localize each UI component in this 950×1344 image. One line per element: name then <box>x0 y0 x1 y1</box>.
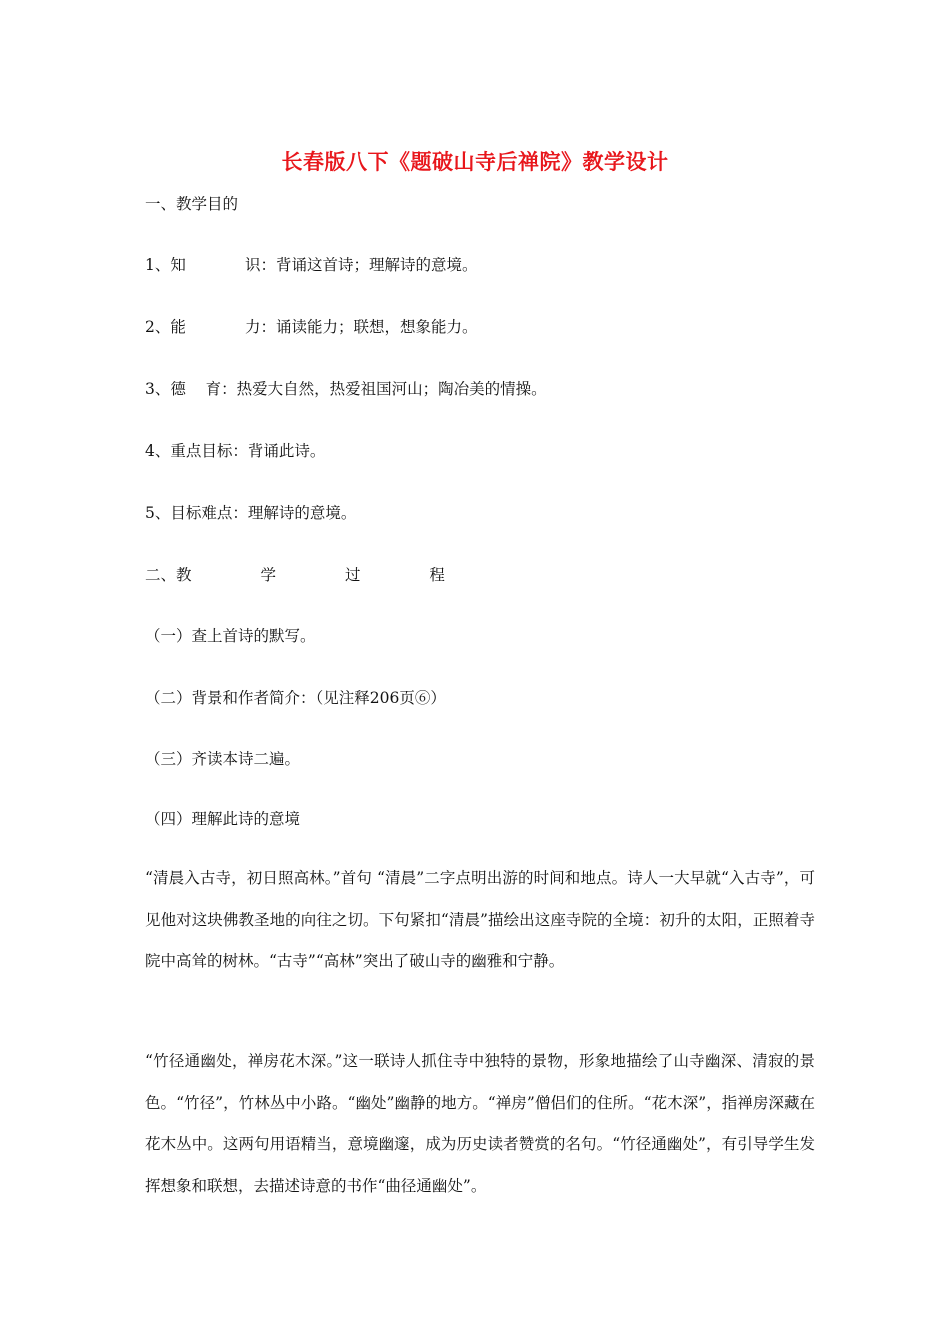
objective-key-point: 4、重点目标：背诵此诗。 <box>145 442 326 460</box>
objective-moral: 3、德 育：热爱大自然，热爱祖国河山；陶冶美的情操。 <box>145 380 547 398</box>
paragraph-first-couplet: “清晨入古寺，初日照高林。”首句 “清晨”二字点明出游的时间和地点。诗人一大早就“入古寺”，可见他对这块佛教圣地的向往之切。下句紧扣“清晨”描绘出这座寺院的全境：初升的太阳，正照着寺院中高耸的树林。“古寺”“高林”突出了破山寺的幽雅和宁静。 <box>145 869 815 970</box>
section-heading-process: 二、教 学 过 程 <box>145 566 445 584</box>
objective-knowledge: 1、知 识：背诵这首诗；理解诗的意境。 <box>145 256 478 274</box>
paragraph-second-couplet: “竹径通幽处，禅房花木深。”这一联诗人抓住寺中独特的景物，形象地描绘了山寺幽深、清寂的景色。“竹径”，竹林丛中小路。“幽处”幽静的地方。“禅房”僧侣们的住所。“花木深”，指禅房深藏在花木丛中。这两句用语精当，意境幽邃，成为历史读者赞赏的名句。“竹径通幽处”，有引导学生发挥想象和联想，去描述诗意的书作“曲径通幽处”。 <box>145 1052 815 1195</box>
objective-difficulty: 5、目标难点：理解诗的意境。 <box>145 504 357 522</box>
step-two: （二）背景和作者简介：（见注释206页⑥） <box>145 689 446 707</box>
document-title: 长春版八下《题破山寺后禅院》教学设计 <box>281 150 669 174</box>
step-one: （一）查上首诗的默写。 <box>145 627 316 645</box>
step-four: （四）理解此诗的意境 <box>145 810 301 828</box>
section-heading-objectives: 一、教学目的 <box>145 195 239 213</box>
step-three: （三）齐读本诗二遍。 <box>145 750 301 768</box>
objective-ability: 2、能 力：诵读能力；联想，想象能力。 <box>145 318 478 336</box>
